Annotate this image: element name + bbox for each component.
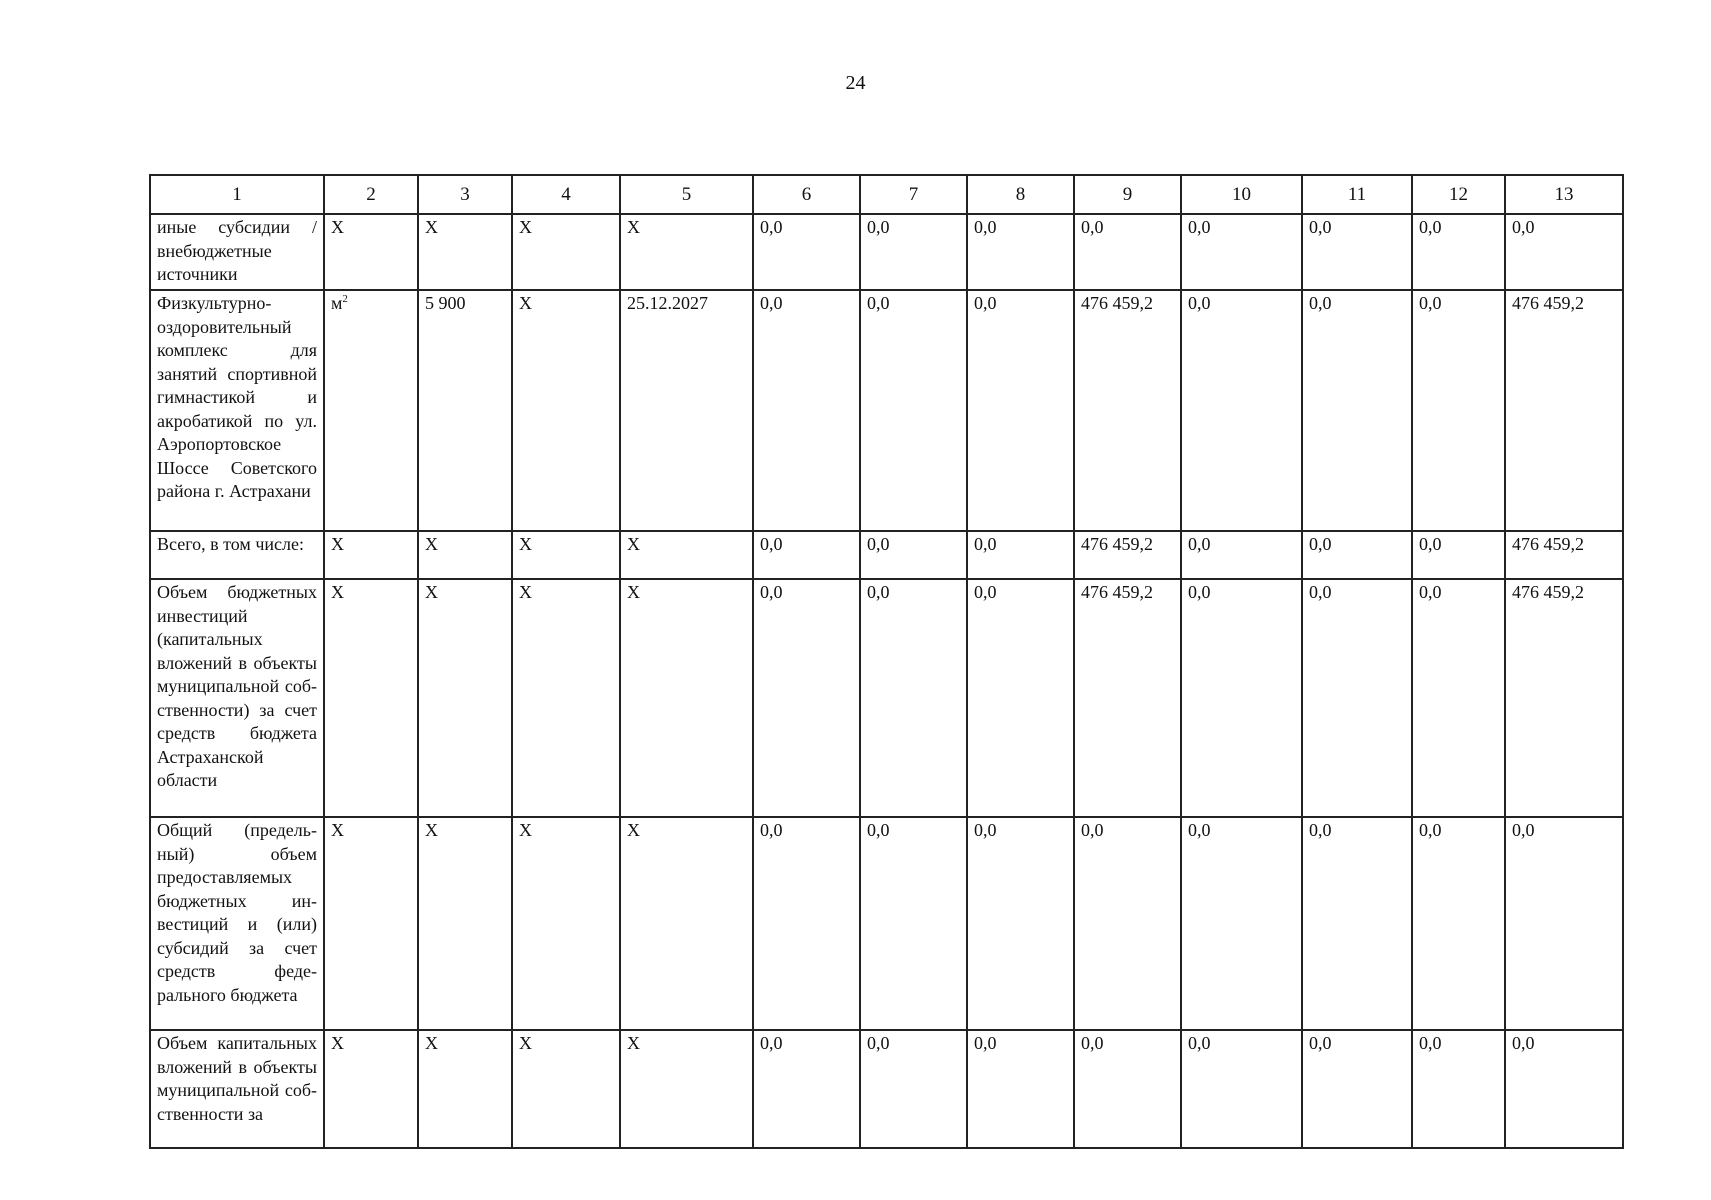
table-row-federal-budget-volume — [150, 817, 1623, 1030]
table-row-sports-complex — [150, 290, 1623, 531]
cell-c6: 0,0 — [753, 817, 860, 1030]
cell-c3: X — [418, 1030, 512, 1148]
column-header-10: 10 — [1181, 175, 1302, 214]
column-header-5: 5 — [620, 175, 753, 214]
table-row-regional-budget-investments — [150, 579, 1623, 817]
cell-c3: X — [418, 579, 512, 817]
cell-c4: X — [512, 290, 620, 531]
column-header-9: 9 — [1074, 175, 1181, 214]
cell-c2-unit — [324, 290, 418, 531]
cell-c11: 0,0 — [1302, 579, 1412, 817]
cell-c6: 0,0 — [753, 531, 860, 579]
cell-c11: 0,0 — [1302, 1030, 1412, 1148]
cell-c13: 476 459,2 — [1505, 531, 1623, 579]
cell-c12: 0,0 — [1412, 817, 1505, 1030]
column-header-3: 3 — [418, 175, 512, 214]
cell-c4: X — [512, 531, 620, 579]
column-header-8: 8 — [967, 175, 1074, 214]
row-label: Общий (предельный) объем предоставляемых бюджетных инвестиций и (или) субсидий за счет средств федерального бюджета — [150, 817, 324, 1030]
cell-c12: 0,0 — [1412, 290, 1505, 531]
cell-c5: X — [620, 531, 753, 579]
cell-c8: 0,0 — [967, 531, 1074, 579]
cell-c7: 0,0 — [860, 214, 967, 290]
cell-c4: X — [512, 579, 620, 817]
cell-c9: 0,0 — [1074, 214, 1181, 290]
cell-c6: 0,0 — [753, 1030, 860, 1148]
column-header-4: 4 — [512, 175, 620, 214]
cell-c9: 476 459,2 — [1074, 290, 1181, 531]
cell-c8: 0,0 — [967, 290, 1074, 531]
cell-c13: 476 459,2 — [1505, 290, 1623, 531]
cell-c2: X — [324, 214, 418, 290]
cell-c10: 0,0 — [1181, 290, 1302, 531]
cell-c13: 0,0 — [1505, 1030, 1623, 1148]
cell-c2: X — [324, 579, 418, 817]
cell-c10: 0,0 — [1181, 1030, 1302, 1148]
column-header-13: 13 — [1505, 175, 1623, 214]
cell-c8: 0,0 — [967, 1030, 1074, 1148]
cell-c12: 0,0 — [1412, 531, 1505, 579]
column-header-6: 6 — [753, 175, 860, 214]
unit-superscript: 2 — [342, 293, 348, 305]
table-row-total — [150, 531, 1623, 579]
cell-c5: X — [620, 1030, 753, 1148]
cell-c3: X — [418, 214, 512, 290]
cell-c10: 0,0 — [1181, 817, 1302, 1030]
cell-c5: X — [620, 214, 753, 290]
column-header-12: 12 — [1412, 175, 1505, 214]
cell-c6: 0,0 — [753, 214, 860, 290]
cell-c9: 0,0 — [1074, 817, 1181, 1030]
cell-c11: 0,0 — [1302, 214, 1412, 290]
cell-c7: 0,0 — [860, 531, 967, 579]
table-row-other-subsidies — [150, 214, 1623, 290]
cell-c9: 0,0 — [1074, 1030, 1181, 1148]
cell-c5: 25.12.2027 — [620, 290, 753, 531]
row-label: Объем капитальных вложений в объекты муниципальной собственности за — [150, 1030, 324, 1148]
cell-c4: X — [512, 1030, 620, 1148]
investment-table — [149, 174, 1624, 1149]
cell-c3: 5 900 — [418, 290, 512, 531]
cell-c6: 0,0 — [753, 290, 860, 531]
cell-c4: X — [512, 817, 620, 1030]
cell-c13: 476 459,2 — [1505, 579, 1623, 817]
cell-c7: 0,0 — [860, 1030, 967, 1148]
column-number-row — [150, 175, 1623, 214]
page-number: 24 — [845, 72, 866, 94]
column-header-7: 7 — [860, 175, 967, 214]
cell-c2: X — [324, 1030, 418, 1148]
cell-c4: X — [512, 214, 620, 290]
cell-c11: 0,0 — [1302, 817, 1412, 1030]
cell-c3: X — [418, 817, 512, 1030]
cell-c7: 0,0 — [860, 290, 967, 531]
cell-c2: X — [324, 817, 418, 1030]
column-header-2: 2 — [324, 175, 418, 214]
column-header-1: 1 — [150, 175, 324, 214]
cell-c10: 0,0 — [1181, 214, 1302, 290]
cell-c10: 0,0 — [1181, 579, 1302, 817]
unit-base: м — [331, 293, 343, 313]
row-label: иные субсидии / внебюджетные источники — [150, 214, 324, 290]
row-label: Объем бюджетных инвестиций (капитальных вложений в объекты муниципальной собственности) за счет средств бюджета Астраханской области — [150, 579, 324, 817]
cell-c7: 0,0 — [860, 817, 967, 1030]
cell-c11: 0,0 — [1302, 531, 1412, 579]
cell-c5: X — [620, 817, 753, 1030]
cell-c8: 0,0 — [967, 579, 1074, 817]
cell-c9: 476 459,2 — [1074, 579, 1181, 817]
cell-c10: 0,0 — [1181, 531, 1302, 579]
cell-c11: 0,0 — [1302, 290, 1412, 531]
cell-c12: 0,0 — [1412, 579, 1505, 817]
cell-c7: 0,0 — [860, 579, 967, 817]
cell-c8: 0,0 — [967, 817, 1074, 1030]
cell-c9: 476 459,2 — [1074, 531, 1181, 579]
cell-c6: 0,0 — [753, 579, 860, 817]
cell-c2: X — [324, 531, 418, 579]
row-label: Всего, в том числе: — [150, 531, 324, 579]
cell-c12: 0,0 — [1412, 1030, 1505, 1148]
row-label: Физкультурно-оздоровительный комплекс для занятий спортивной гимнастикой и акробатикой по ул. Аэропортовское Шоссе Советского района г. Астрахани — [150, 290, 324, 531]
cell-c5: X — [620, 579, 753, 817]
cell-c3: X — [418, 531, 512, 579]
table-row-capital-investments — [150, 1030, 1623, 1148]
cell-c13: 0,0 — [1505, 817, 1623, 1030]
column-header-11: 11 — [1302, 175, 1412, 214]
cell-c12: 0,0 — [1412, 214, 1505, 290]
cell-c8: 0,0 — [967, 214, 1074, 290]
cell-c13: 0,0 — [1505, 214, 1623, 290]
